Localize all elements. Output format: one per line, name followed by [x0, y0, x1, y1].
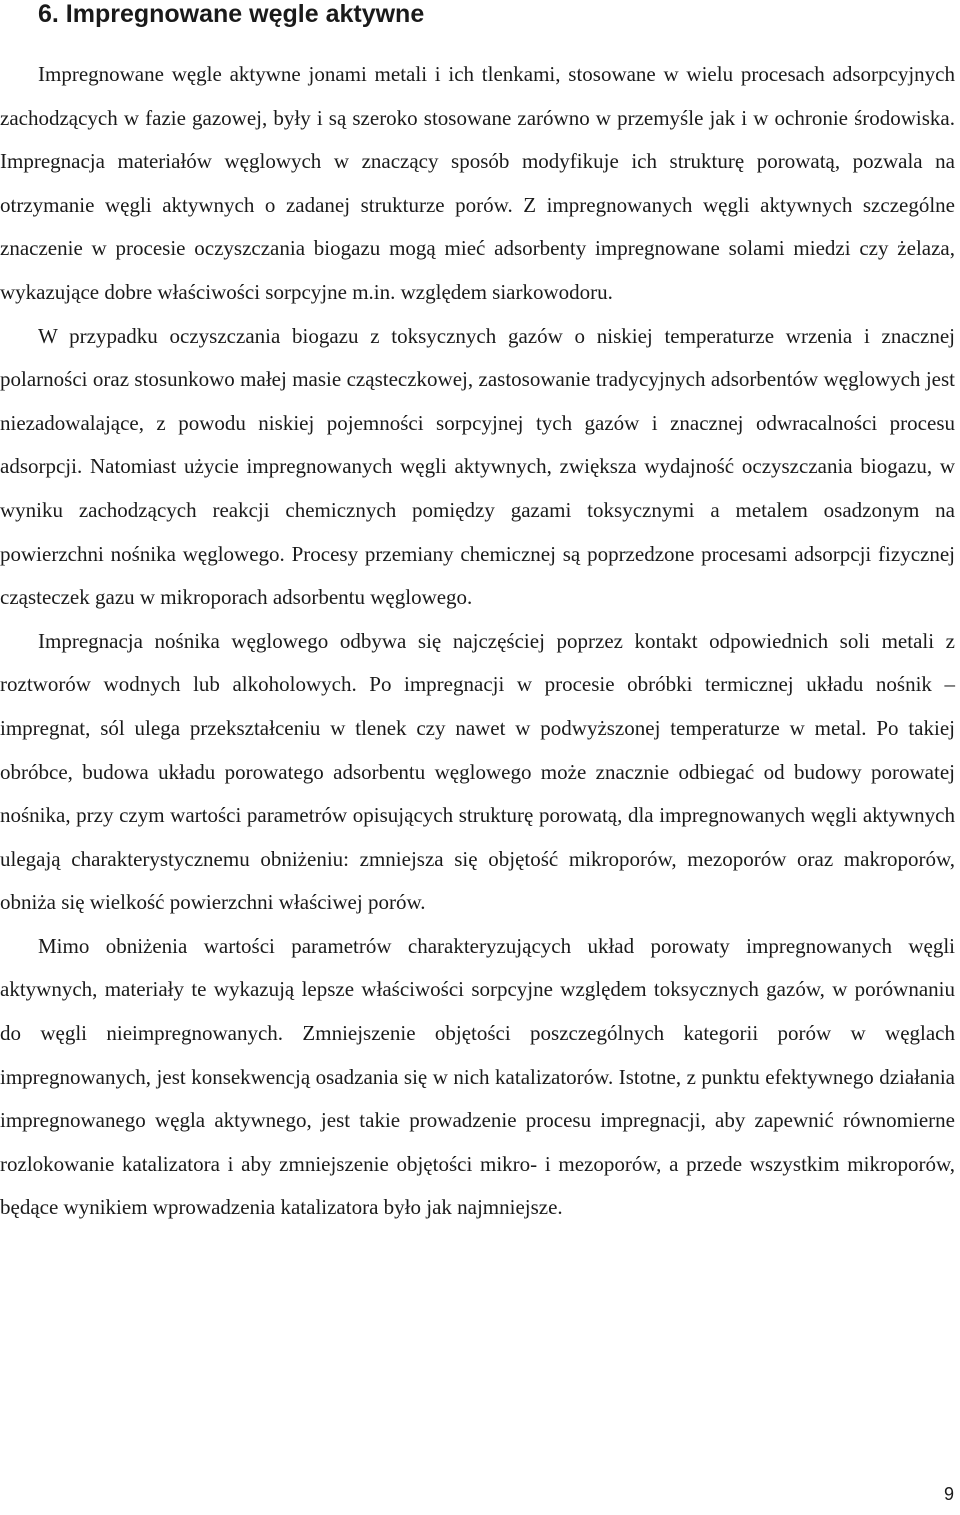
paragraph-1: Impregnowane węgle aktywne jonami metali i ich tlenkami, stosowane w wielu procesach adsorpcyjnych zachodzących w fazie gazowej, były i są szeroko stosowane zarówno w przemyśle jak i w ochronie środowiska. Impregnacja materiałów węglowych w znaczący sposób modyfikuje ich strukturę porowatą, pozwala na otrzymanie węgli aktywnych o zadanej strukturze porów. Z impregnowanych węgli aktywnych szczególne znaczenie w procesie oczyszczania biogazu mogą mieć adsorbenty impregnowane solami miedzi czy żelaza, wykazujące dobre właściwości sorpcyjne m.in. względem siarkowodoru.	[0, 62, 955, 304]
body-text	[0, 53, 955, 1230]
section-heading: 6. Impregnowane węgle aktywne	[38, 0, 425, 28]
paragraph-2: W przypadku oczyszczania biogazu z toksycznych gazów o niskiej temperaturze wrzenia i znacznej polarności oraz stosunkowo małej masie cząsteczkowej, zastosowanie tradycyjnych adsorbentów węglowych jest niezadowalające, z powodu niskiej pojemności sorpcyjnej tych gazów i znacznej odwracalności procesu adsorpcji. Natomiast użycie impregnowanych węgli aktywnych, zwiększa wydajność oczyszczania biogazu, w wyniku zachodzących reakcji chemicznych pomiędzy gazami toksycznymi a metalem osadzonym na powierzchni nośnika węglowego. Procesy przemiany chemicznej są poprzedzone procesami adsorpcji fizycznej cząsteczek gazu w mikroporach adsorbentu węglowego.	[0, 323, 955, 610]
paragraph-3: Impregnacja nośnika węglowego odbywa się najczęściej poprzez kontakt odpowiednich soli metali z roztworów wodnych lub alkoholowych. Po impregnacji w procesie obróbki termicznej układu nośnik – impregnat, sól ulega przekształceniu w tlenek czy nawet w podwyższonej temperaturze w metal. Po takiej obróbce, budowa układu porowatego adsorbentu węglowego może znacznie odbiegać od budowy porowatej nośnika, przy czym wartości parametrów opisujących strukturę porowatą, dla impregnowanych węgli aktywnych ulegają charakterystycznemu obniżeniu: zmniejsza się objętość mikroporów, mezoporów oraz makroporów, obniża się wielkość powierzchni właściwej porów.	[0, 628, 955, 915]
page-number: 9	[943, 1484, 954, 1504]
paragraph-4: Mimo obniżenia wartości parametrów charakteryzujących układ porowaty impregnowanych węgli aktywnych, materiały te wykazują lepsze właściwości sorpcyjne względem toksycznych gazów, w porównaniu do węgli nieimpregnowanych. Zmniejszenie objętości poszczególnych kategorii porów w węglach impregnowanych, jest konsekwencją osadzania się w nich katalizatorów. Istotne, z punktu efektywnego działania impregnowanego węgla aktywnego, jest takie prowadzenie procesu impregnacji, aby zapewnić równomierne rozlokowanie katalizatora i aby zmniejszenie objętości mikro- i mezoporów, a przede wszystkim mikroporów, będące wynikiem wprowadzenia katalizatora było jak najmniejsze.	[0, 933, 955, 1220]
